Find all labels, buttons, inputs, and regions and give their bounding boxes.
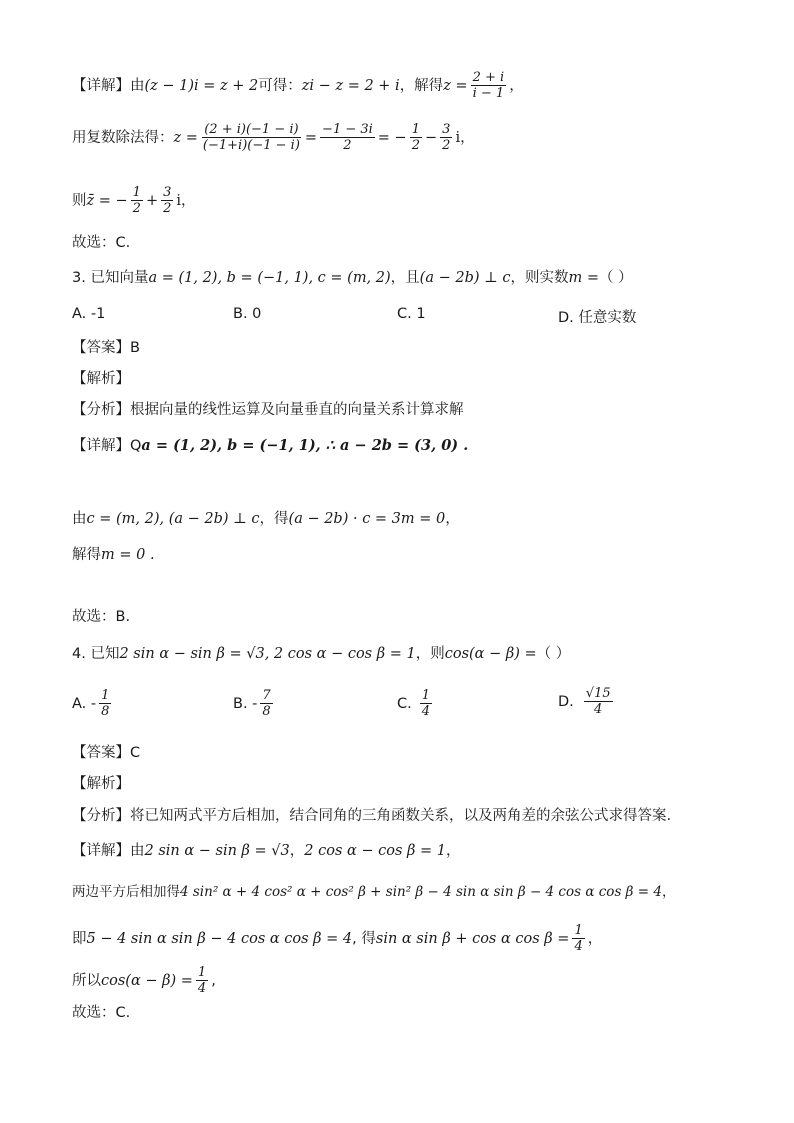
analysis-label: 【解析】 — [72, 371, 130, 387]
text: ， — [181, 192, 196, 209]
text: ， — [446, 843, 461, 859]
text: 【详解】由 — [72, 843, 145, 859]
denominator: 4 — [594, 702, 603, 717]
numerator: 1 — [132, 185, 141, 200]
detail-line-1 — [72, 841, 461, 861]
denominator: (−1+i)(−1 − i) — [202, 138, 300, 153]
text: ，解得 — [399, 77, 444, 94]
answer-selection: 故选：B. — [72, 609, 131, 625]
equation: = − — [377, 129, 407, 146]
fraction — [161, 185, 173, 216]
answer-label: 【答案】C — [72, 745, 141, 761]
fraction — [320, 122, 375, 153]
fraction — [572, 923, 584, 954]
equation: 2 sin α − sin β = √3, 2 cos α − cos β = 1 — [119, 646, 416, 662]
detail-line-2 — [72, 509, 460, 529]
equation: 4 sin² α + 4 cos² α + cos² β + sin² β − 4 sin α sin β − 4 cos α cos β = 4 — [180, 884, 662, 900]
analysis-text: 【分析】根据向量的线性运算及向量垂直的向量关系计算求解 — [72, 402, 464, 418]
option-label: B. - — [233, 695, 258, 712]
numerator: 1 — [421, 688, 431, 703]
question-3 — [72, 268, 633, 288]
denominator: 2 — [411, 138, 420, 153]
option-d — [558, 686, 616, 717]
text: ，则 — [415, 646, 445, 662]
option-b: B. 0 — [233, 306, 262, 322]
equation: m = — [568, 270, 599, 286]
numerator: −1 − 3i — [322, 122, 373, 137]
text: ， — [460, 129, 475, 146]
fraction — [201, 122, 302, 153]
numerator: √15 — [585, 686, 611, 701]
equation: (a − 2b) · c = 3m = 0 — [288, 511, 446, 527]
text: ， — [587, 930, 603, 947]
denominator: 4 — [421, 704, 431, 719]
denominator: 8 — [262, 704, 271, 719]
text: 【详解】由 — [72, 77, 145, 94]
option-a — [72, 688, 114, 719]
denominator: 2 — [132, 201, 141, 216]
fraction — [99, 688, 111, 719]
text: ， — [509, 77, 524, 94]
equation: z = — [173, 129, 198, 146]
numerator: 3 — [442, 122, 451, 137]
equation: a = (1, 2), b = (−1, 1), c = (m, 2) — [148, 270, 391, 286]
equation: 2 sin α − sin β = √3 — [144, 843, 290, 859]
text: 即 — [72, 930, 87, 947]
fraction — [584, 686, 613, 717]
fraction — [440, 122, 452, 153]
numerator: 1 — [411, 122, 420, 137]
solution-line-3 — [72, 185, 196, 216]
equation: sin α sin β + cos α cos β = — [375, 930, 570, 947]
fraction — [131, 185, 143, 216]
denominator: 2 — [442, 138, 451, 153]
equation: zi − z = 2 + i — [301, 77, 400, 94]
equation: = — [304, 129, 318, 146]
fraction — [410, 122, 422, 153]
numerator: 1 — [101, 688, 110, 703]
denominator: 4 — [574, 939, 583, 954]
equation: (a − 2b) ⊥ c — [419, 270, 511, 286]
option-label: D. — [558, 693, 574, 710]
equation: + — [145, 192, 159, 209]
detail-line-2 — [72, 882, 675, 902]
detail-line-4 — [72, 965, 216, 996]
text: 所以 — [72, 972, 101, 989]
equation: cos(α − β) = — [444, 646, 537, 662]
equation: i — [455, 129, 461, 146]
detail-line-3 — [72, 923, 602, 954]
fraction — [420, 688, 432, 719]
answer-label: 【答案】B — [72, 340, 140, 356]
detail-line-1 — [72, 436, 468, 456]
denominator: i − 1 — [472, 86, 505, 101]
question-number: 3. 已知向量 — [72, 270, 149, 286]
analysis-label: 【解析】 — [72, 776, 130, 792]
numerator: 2 + i — [472, 70, 505, 85]
denominator: 8 — [101, 704, 110, 719]
solution-line-2 — [72, 122, 475, 153]
denominator: 4 — [197, 981, 207, 996]
text: 用复数除法得： — [72, 129, 174, 146]
denominator: 2 — [163, 201, 172, 216]
text: ，得 — [259, 511, 289, 527]
detail-line-3 — [72, 545, 155, 565]
numerator: 1 — [574, 923, 583, 938]
equation: z = — [443, 77, 468, 94]
text: 两边平方后相加得 — [72, 884, 180, 900]
equation: z̄ = − — [86, 192, 128, 209]
text: （ ） — [536, 646, 571, 662]
text: ，且 — [390, 270, 420, 286]
analysis-text: 【分析】将已知两式平方后相加，结合同角的三角函数关系，以及两角差的余弦公式求得答案. — [72, 808, 672, 824]
text: ， — [445, 511, 460, 527]
equation: a = (1, 2), b = (−1, 1), ∴ a − 2b = (3, 0) . — [141, 437, 469, 454]
numerator: 1 — [197, 965, 207, 980]
text: 可得： — [258, 77, 302, 94]
option-c: C. 1 — [397, 306, 426, 322]
text: ，则实数 — [510, 270, 569, 286]
fraction — [471, 70, 507, 101]
option-a: A. -1 — [72, 306, 106, 322]
equation: 2 cos α − cos β = 1 — [304, 843, 447, 859]
answer-selection: 故选：C. — [72, 1005, 131, 1021]
text: 【详解】Q — [72, 438, 142, 454]
option-label: C. — [397, 695, 412, 712]
text: , — [211, 972, 216, 989]
text: ， — [661, 884, 676, 900]
option-b — [233, 688, 276, 719]
equation: (z − 1)i = z + 2 — [144, 77, 259, 94]
text: 则 — [72, 192, 87, 209]
equation: c = (m, 2), (a − 2b) ⊥ c — [86, 511, 260, 527]
text: （ ） — [599, 270, 633, 286]
equation: 5 − 4 sin α sin β − 4 cos α cos β = 4 — [86, 930, 353, 947]
option-label: A. - — [72, 695, 97, 712]
fraction — [260, 688, 272, 719]
question-number: 4. 已知 — [72, 646, 120, 662]
equation: i — [176, 192, 182, 209]
option-d: D. 任意实数 — [558, 310, 637, 326]
option-c — [397, 688, 435, 719]
equation: − — [425, 129, 438, 146]
denominator: 2 — [343, 138, 352, 153]
fraction — [196, 965, 208, 996]
numerator: (2 + i)(−1 − i) — [204, 122, 299, 137]
equation: cos(α − β) = — [101, 972, 193, 989]
numerator: 7 — [262, 688, 271, 703]
text: ， — [289, 843, 305, 859]
question-4 — [72, 644, 570, 664]
text: 解得 — [72, 547, 101, 563]
solution-line-1 — [72, 70, 524, 101]
text: , 得 — [352, 930, 376, 947]
numerator: 3 — [163, 185, 172, 200]
text: 由 — [72, 511, 87, 527]
equation: m = 0 . — [101, 547, 155, 563]
answer-selection: 故选：C. — [72, 235, 131, 251]
